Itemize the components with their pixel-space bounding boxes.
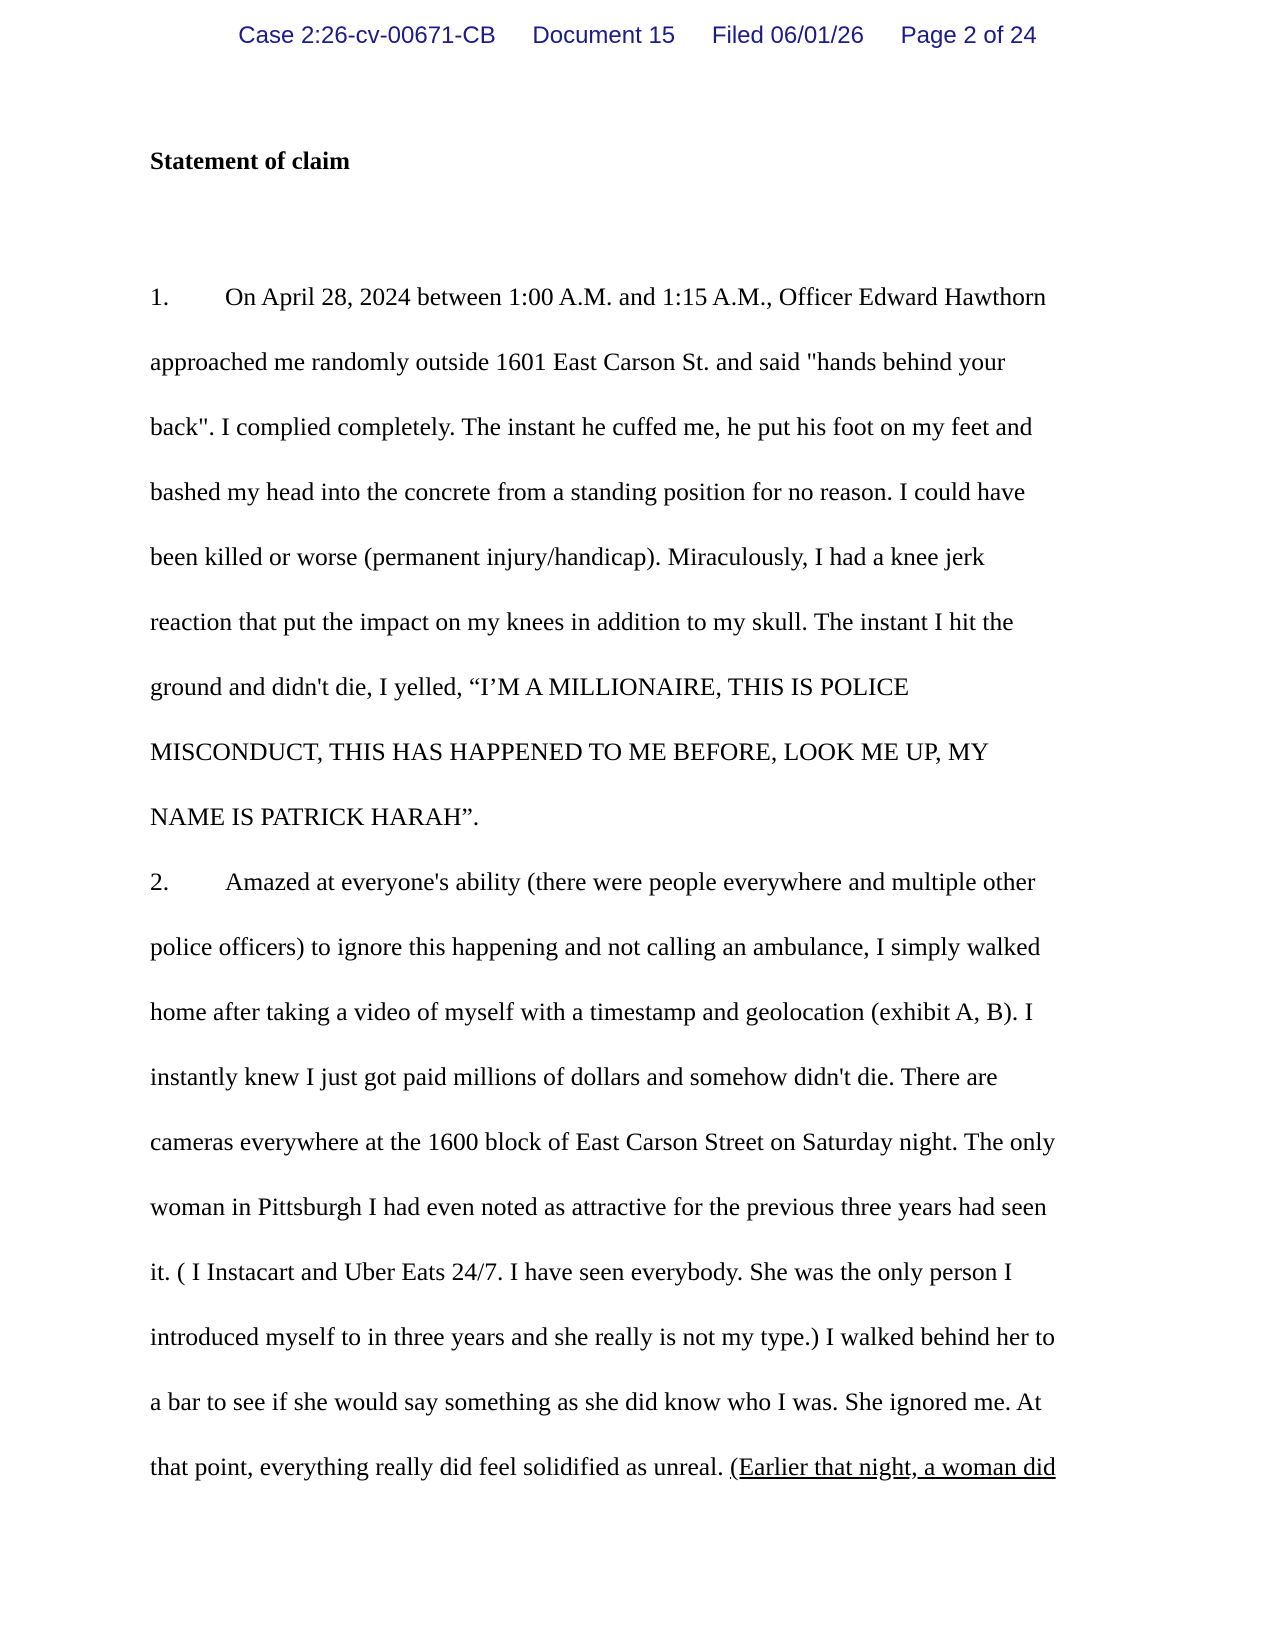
- paragraph-1-line: ground and didn't die, I yelled, “I’M A MILLIONAIRE, THIS IS POLICE: [150, 672, 910, 701]
- paragraph-number: 2.: [150, 867, 170, 896]
- paragraph-1-line: bashed my head into the concrete from a standing position for no reason. I could have: [150, 477, 1026, 506]
- underlined-text: (Earlier that night, a woman did: [729, 1452, 1056, 1481]
- section-heading: Statement of claim: [150, 148, 350, 175]
- filed-date: Filed 06/01/26: [711, 22, 864, 49]
- paragraph-2-line: 2. Amazed at everyone's ability (there were people everywhere and multiple other: [150, 849, 1130, 914]
- paragraph-2-line: police officers) to ignore this happening and not calling an ambulance, I simply walked: [150, 932, 1041, 961]
- paragraph-1-line: back". I complied completely. The instant he cuffed me, he put his foot on my feet and: [150, 412, 1033, 441]
- paragraph-2-line: instantly knew I just got paid millions of dollars and somehow didn't die. There are: [150, 1062, 998, 1091]
- paragraph-number: 1.: [150, 282, 170, 311]
- paragraph-1-line: approached me randomly outside 1601 East Carson St. and said "hands behind your: [150, 347, 1006, 376]
- paragraph-2-line: cameras everywhere at the 1600 block of East Carson Street on Saturday night. The only: [150, 1127, 1056, 1156]
- paragraph-2-line: introduced myself to in three years and she really is not my type.) I walked behind her to: [150, 1322, 1055, 1351]
- paragraph-1-line: 1. On April 28, 2024 between 1:00 A.M. and 1:15 A.M., Officer Edward Hawthorn: [150, 264, 1130, 329]
- paragraph-2-line: that point, everything really did feel solidified as unreal. (Earlier that night, a woman did: [150, 1452, 1056, 1481]
- paragraph-1-line: been killed or worse (permanent injury/handicap). Miraculously, I had a knee jerk: [150, 542, 985, 571]
- case-number: Case 2:26-cv-00671-CB: [238, 22, 496, 49]
- document-number: Document 15: [532, 22, 676, 49]
- paragraph-2-line: home after taking a video of myself with a timestamp and geolocation (exhibit A, B). I: [150, 997, 1034, 1026]
- ecf-header: [0, 22, 1275, 50]
- paragraph-1-line: reaction that put the impact on my knees in addition to my skull. The instant I hit the: [150, 607, 1014, 636]
- paragraph-2-line: it. ( I Instacart and Uber Eats 24/7. I have seen everybody. She was the only person I: [150, 1257, 1013, 1286]
- paragraph-2-line: a bar to see if she would say something as she did know who I was. She ignored me. At: [150, 1387, 1042, 1416]
- paragraph-1-line: NAME IS PATRICK HARAH”.: [150, 802, 480, 831]
- claim-body: [150, 264, 1130, 1499]
- page-number: Page 2 of 24: [900, 22, 1037, 49]
- paragraph-2-line: woman in Pittsburgh I had even noted as attractive for the previous three years had seen: [150, 1192, 1047, 1221]
- paragraph-1-line: MISCONDUCT, THIS HAS HAPPENED TO ME BEFORE, LOOK ME UP, MY: [150, 737, 989, 766]
